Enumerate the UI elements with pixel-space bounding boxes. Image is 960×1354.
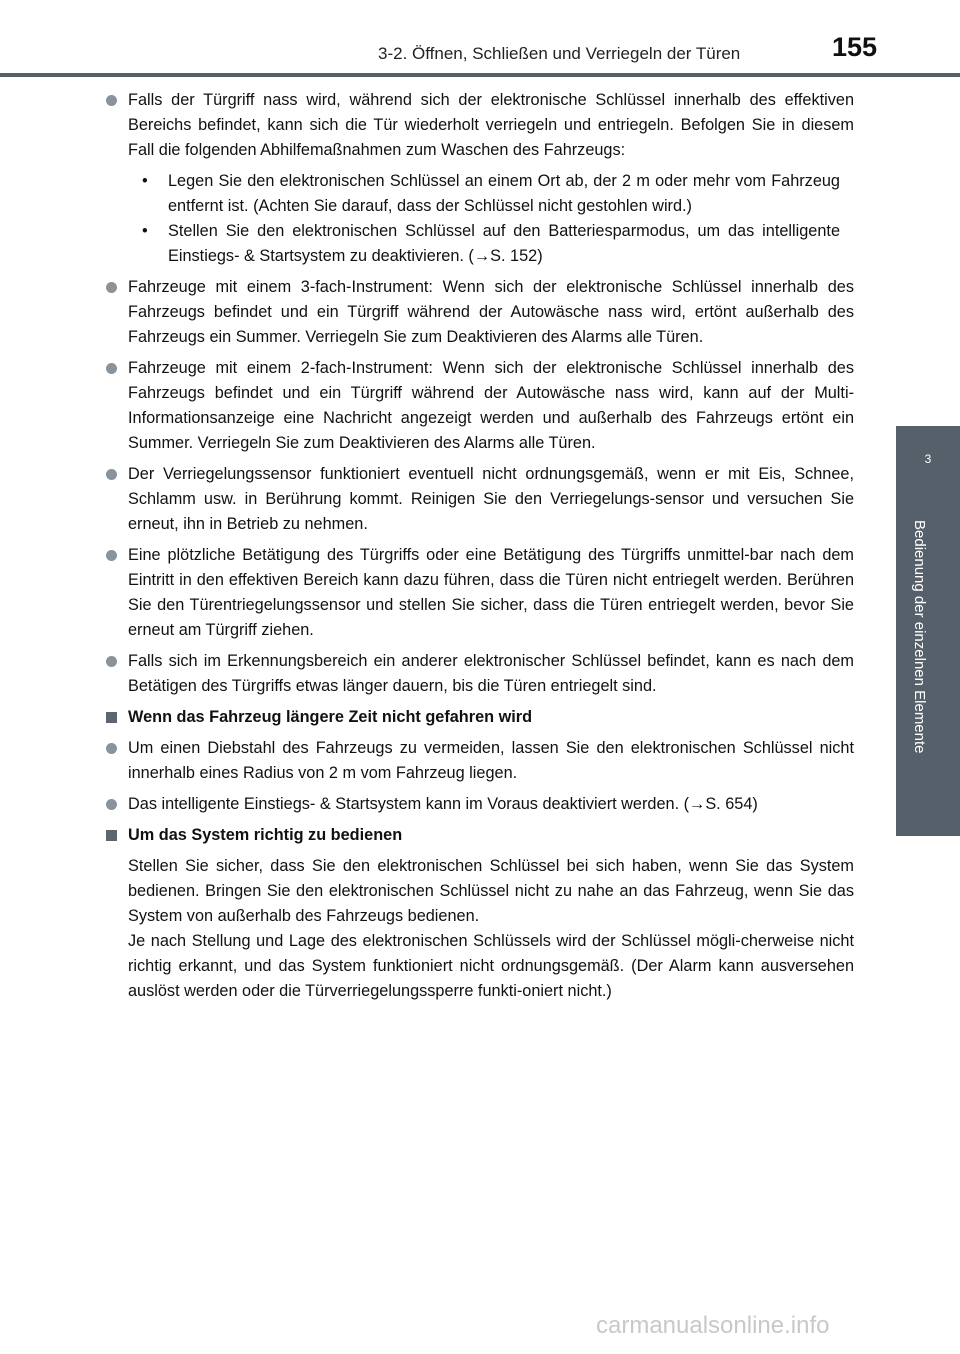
list-item-text: Falls sich im Erkennungsbereich ein anderer elektronischer Schlüssel befindet, kann es nach dem Betätigen des Türgriffs etwas länger dauern, bis die Türen entriegelt sind. xyxy=(128,652,854,695)
sub-list-item xyxy=(128,169,854,219)
bullet-icon xyxy=(106,95,117,106)
section-heading xyxy=(104,705,854,730)
section-heading-text: Um das System richtig zu bedienen xyxy=(128,826,403,844)
watermark: carmanualsonline.info xyxy=(596,1312,830,1339)
bullet-icon xyxy=(106,282,117,293)
list-item xyxy=(104,649,854,699)
list-item xyxy=(104,736,854,786)
header-rule xyxy=(0,73,960,77)
chapter-tab-band xyxy=(896,496,960,836)
section-heading xyxy=(104,823,854,848)
chapter-number: 3 xyxy=(924,452,932,466)
square-bullet-icon xyxy=(106,712,117,723)
list-item xyxy=(104,792,854,817)
page-content xyxy=(104,88,854,1004)
dot-bullet-icon: • xyxy=(142,222,148,240)
list-item-text: Der Verriegelungssensor funktioniert eventuell nicht ordnungsgemäß, wenn er mit Eis, Schnee, Schlamm usw. in Berührung kommt. Reinigen Sie den Verriegelungs-sensor und versuchen Sie erneut, ihn in Betrieb zu nehmen. xyxy=(128,465,854,533)
section-title: 3-2. Öffnen, Schließen und Verriegeln der Türen xyxy=(378,44,741,63)
list-item-text: Fahrzeuge mit einem 2-fach-Instrument: Wenn sich der elektronische Schlüssel innerhalb des Fahrzeugs befindet und ein Türgriff während der Autowäsche nass wird, kann auf der Multi-Informationsanzeige eine Nachricht angezeigt werden und außerhalb des Fahrzeugs ertönt ein Summer. Verriegeln Sie zum Deaktivieren des Alarms alle Türen. xyxy=(128,359,854,452)
bullet-icon xyxy=(106,550,117,561)
list-item-text: Um einen Diebstahl des Fahrzeugs zu vermeiden, lassen Sie den elektronischen Schlüssel nicht innerhalb eines Radius von 2 m vom Fahrzeug liegen. xyxy=(128,739,854,782)
bullet-icon xyxy=(106,743,117,754)
bullet-icon xyxy=(106,469,117,480)
list-item-text: Falls der Türgriff nass wird, während sich der elektronische Schlüssel innerhalb des effektiven Bereichs befindet, kann sich die Tür wiederholt verriegeln und entriegeln. Befolgen Sie in diesem Fall die folgenden Abhilfemaßnahmen zum Waschen des Fahrzeugs: xyxy=(128,91,854,159)
bullet-icon xyxy=(106,656,117,667)
sub-list-item-text: Stellen Sie den elektronischen Schlüssel auf den Batteriesparmodus, um das intelligente Einstiegs- & Startsystem zu deaktivieren. (→S. 152) xyxy=(168,222,840,265)
section-heading-text: Wenn das Fahrzeug längere Zeit nicht gefahren wird xyxy=(128,708,533,726)
paragraph: Stellen Sie sicher, dass Sie den elektronischen Schlüssel bei sich haben, wenn Sie das System bedienen. Bringen Sie den elektronischen Schlüssel nicht zu nahe an das Fahrzeug, wenn Sie das System von außerhalb des Fahrzeugs bedienen. xyxy=(128,857,854,925)
list-item-text: Fahrzeuge mit einem 3-fach-Instrument: Wenn sich der elektronische Schlüssel innerhalb des Fahrzeugs befindet und ein Türgriff während der Autowäsche nass wird, ertönt außerhalb des Fahrzeugs ein Summer. Verriegeln Sie zum Deaktivieren des Alarms alle Türen. xyxy=(128,278,854,346)
square-bullet-icon xyxy=(106,830,117,841)
bullet-icon xyxy=(106,799,117,810)
page-header xyxy=(0,0,960,80)
list-item xyxy=(104,275,854,350)
list-item-text: Das intelligente Einstiegs- & Startsystem kann im Voraus deaktiviert werden. (→S. 654) xyxy=(128,795,758,813)
chapter-tab xyxy=(896,426,960,496)
list-item xyxy=(104,88,854,269)
dot-bullet-icon: • xyxy=(142,172,148,190)
paragraph: Je nach Stellung und Lage des elektronischen Schlüssels wird der Schlüssel mögli-cherweise nicht richtig erkannt, und das System funktioniert nicht ordnungsgemäß. (Der Alarm kann ausversehen auslöst werden oder die Türverriegelungssperre funkti-oniert nicht.) xyxy=(128,932,854,1000)
sub-list-item-text: Legen Sie den elektronischen Schlüssel an einem Ort ab, der 2 m oder mehr vom Fahrzeug entfernt ist. (Achten Sie darauf, dass der Schlüssel nicht gestohlen wird.) xyxy=(168,172,840,215)
list-item xyxy=(104,356,854,456)
list-item xyxy=(104,543,854,643)
sub-list-item xyxy=(128,219,854,269)
sub-list xyxy=(128,169,854,269)
page-number: 155 xyxy=(832,32,878,62)
chapter-label: Bedienung der einzelnen Elemente xyxy=(911,520,928,754)
list-item xyxy=(104,462,854,537)
list-item-text: Eine plötzliche Betätigung des Türgriffs oder eine Betätigung des Türgriffs unmittel-bar nach dem Eintritt in den effektiven Bereich kann dazu führen, dass die Türen nicht entriegelt werden. Berühren Sie den Türentriegelungssensor und stellen Sie sicher, dass die Türen entriegelt werden, bevor Sie erneut am Türgriff ziehen. xyxy=(128,546,854,639)
bullet-icon xyxy=(106,363,117,374)
